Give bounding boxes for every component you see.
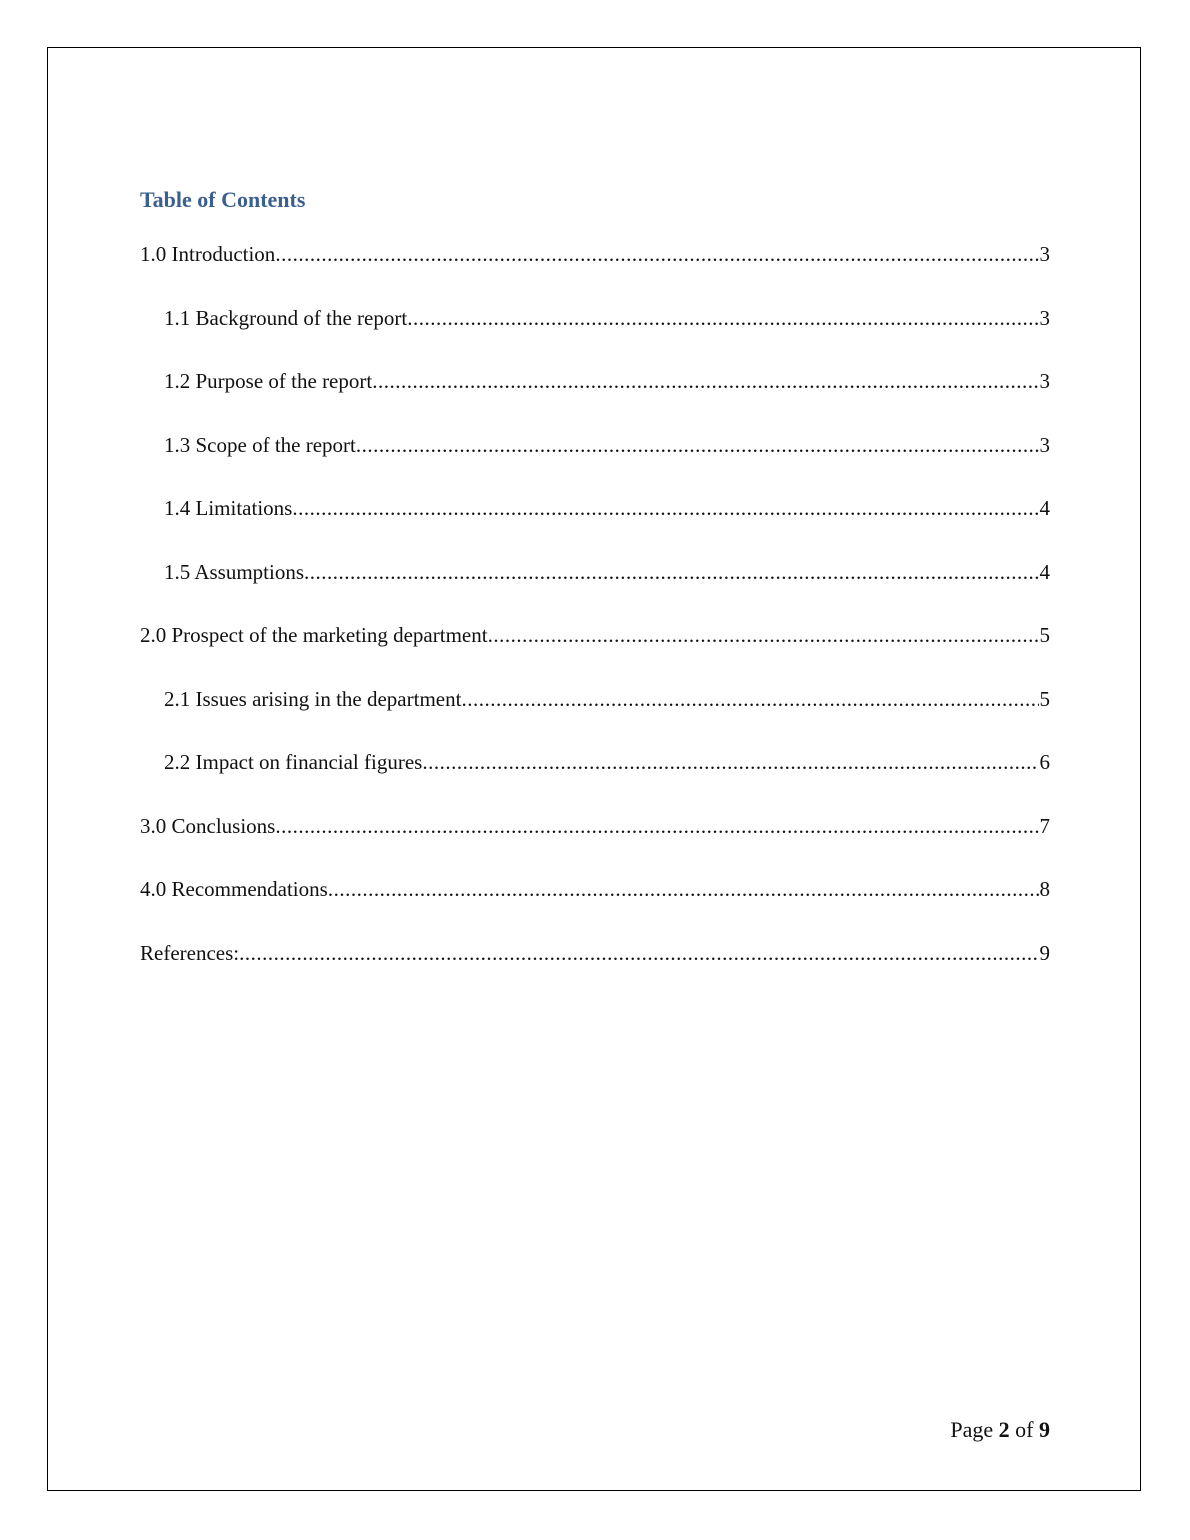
toc-entry-title: References:	[140, 940, 240, 965]
page-label: Page	[950, 1417, 994, 1442]
toc-dot-leader	[292, 494, 1038, 522]
toc-dot-leader	[356, 431, 1039, 459]
toc-entry-title: 1.2 Purpose of the report	[164, 369, 373, 393]
toc-entry-title: 1.4 Limitations	[164, 496, 293, 520]
toc-entry-limitations[interactable]	[140, 494, 1050, 558]
toc-dot-leader	[372, 367, 1038, 395]
toc-entry-title: 2.2 Impact on financial figures	[164, 750, 423, 774]
toc-entry-page: 8	[1039, 877, 1050, 901]
toc-entry-title: 1.5 Assumptions	[164, 559, 305, 584]
total-pages-number: 9	[1039, 1417, 1050, 1442]
toc-entry-assumptions[interactable]	[140, 558, 1050, 622]
toc-entry-background[interactable]	[140, 304, 1050, 368]
toc-entry-title: 4.0 Recommendations	[140, 877, 328, 901]
toc-entry-page: 4	[1039, 559, 1050, 584]
toc-dot-leader	[275, 240, 1038, 268]
toc-entry-page: 3	[1039, 432, 1050, 457]
toc-dot-leader	[407, 304, 1038, 332]
toc-dot-leader	[461, 685, 1038, 713]
toc-entry-purpose[interactable]	[140, 367, 1050, 431]
toc-entry-title: 1.3 Scope of the report	[164, 432, 356, 457]
toc-entry-issues[interactable]	[140, 685, 1050, 749]
toc-entry-recommendations[interactable]	[140, 875, 1050, 939]
toc-entry-page: 7	[1039, 813, 1050, 838]
toc-entry-page: 4	[1039, 496, 1050, 520]
toc-heading: Table of Contents	[140, 187, 306, 212]
toc-list	[140, 240, 1050, 1002]
toc-entry-conclusions[interactable]	[140, 812, 1050, 876]
current-page-number: 2	[998, 1417, 1010, 1442]
toc-entry-title: 2.1 Issues arising in the department	[164, 686, 462, 711]
toc-entry-page: 5	[1039, 623, 1050, 647]
toc-dot-leader	[275, 812, 1038, 840]
toc-entry-prospect[interactable]	[140, 621, 1050, 685]
toc-entry-impact[interactable]	[140, 748, 1050, 812]
toc-dot-leader	[488, 621, 1039, 649]
toc-dot-leader	[328, 875, 1039, 903]
toc-entry-title: 1.0 Introduction	[140, 242, 276, 266]
of-label: of	[1015, 1417, 1034, 1442]
toc-entry-scope[interactable]	[140, 431, 1050, 495]
toc-entry-title: 1.1 Background of the report	[164, 305, 408, 330]
toc-dot-leader	[239, 939, 1038, 967]
toc-entry-title: 2.0 Prospect of the marketing department	[140, 623, 488, 647]
toc-entry-introduction[interactable]	[140, 240, 1050, 304]
toc-entry-page: 3	[1039, 242, 1050, 266]
toc-entry-page: 3	[1039, 369, 1050, 393]
toc-entry-page: 3	[1039, 305, 1050, 330]
toc-dot-leader	[422, 748, 1038, 776]
toc-dot-leader	[304, 558, 1038, 586]
toc-entry-page: 6	[1039, 750, 1050, 774]
toc-entry-page: 5	[1039, 686, 1050, 711]
toc-entry-title: 3.0 Conclusions	[140, 813, 276, 838]
toc-entry-references[interactable]	[140, 939, 1050, 1003]
page-number-footer	[950, 1416, 1050, 1444]
toc-entry-page: 9	[1039, 940, 1050, 965]
